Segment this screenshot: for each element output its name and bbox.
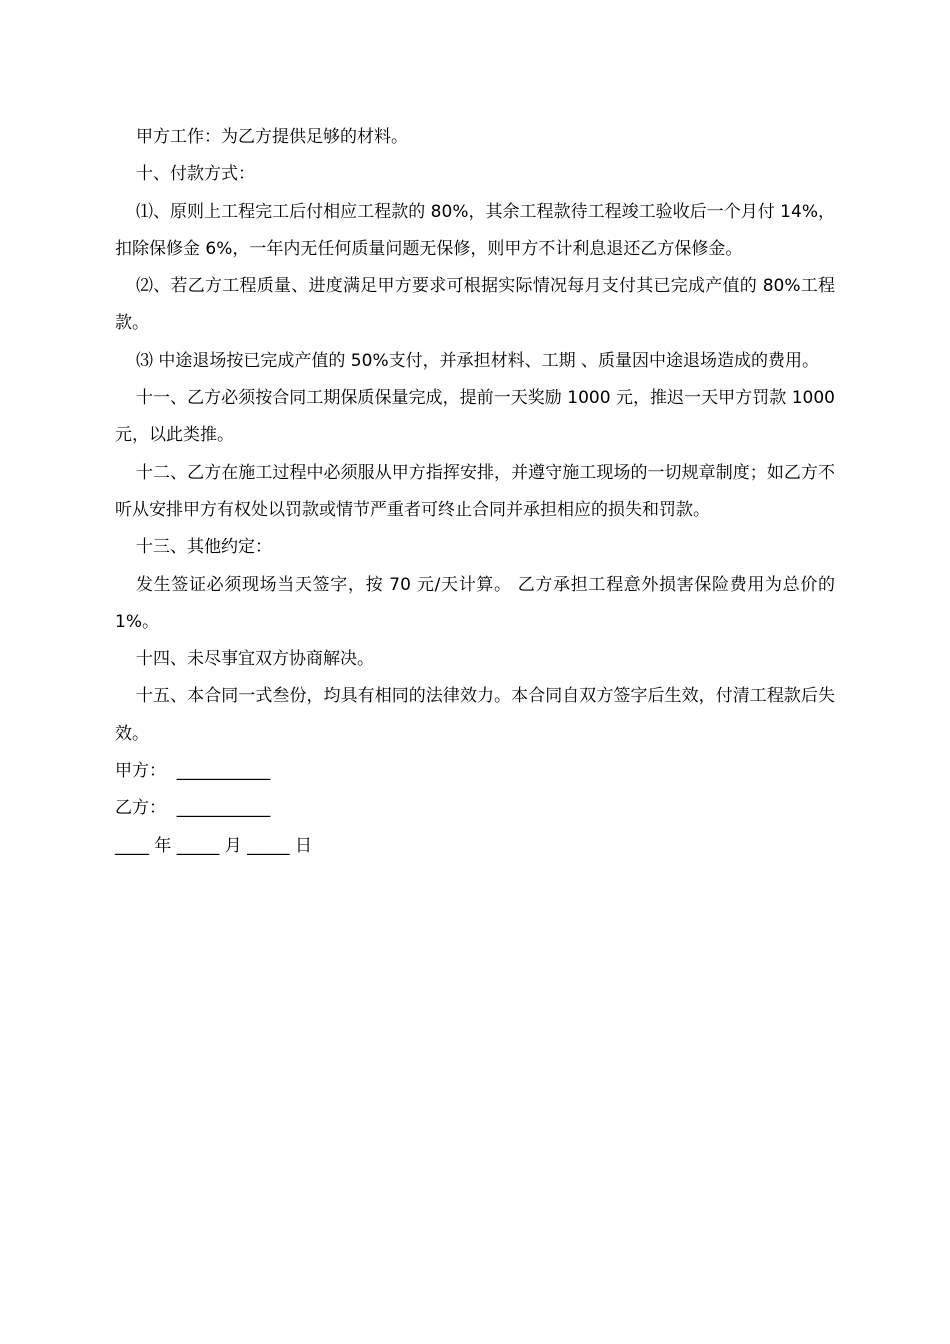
payment-clause-3: ⑶ 中途退场按已完成产值的 50%支付，并承担材料、工期 、质量因中途退场造成的费用。 [136,350,819,371]
party-a-signature-line: 甲方： ___________ [115,761,271,782]
date-line: ____ 年 _____ 月 _____ 日 [115,835,313,856]
party-a-duty: 甲方工作：为乙方提供足够的材料。 [136,127,408,147]
section-14: 十四、未尽事宜双方协商解决。 [136,649,374,670]
contract-body [115,119,835,865]
payment-clause-1: ⑴、原则上工程完工后付相应工程款的 80%，其余工程款待工程竣工验收后一个月付 14%，扣除保修金 6%，一年内无任何质量问题无保修，则甲方不计利息退还乙方保修金。 [115,201,835,259]
section-10-heading: 十、付款方式： [136,164,255,185]
section-13-heading: 十三、其他约定： [136,537,272,558]
payment-clause-2: ⑵、若乙方工程质量、进度满足甲方要求可根据实际情况每月支付其已完成产值的 80%工程款。 [115,276,835,334]
section-13-content: 发生签证必须现场当天签字，按 70 元/天计算。 乙方承担工程意外损害保险费用为总价的 1%。 [115,574,835,632]
section-11: 十一、乙方必须按合同工期保质保量完成，提前一天奖励 1000 元，推迟一天甲方罚款 1000 元，以此类推。 [115,388,835,446]
section-15: 十五、本合同一式叁份，均具有相同的法律效力。本合同自双方签字后生效，付清工程款后失效。 [115,686,835,744]
party-b-signature-line: 乙方： ___________ [115,798,271,819]
section-12: 十二、乙方在施工过程中必须服从甲方指挥安排，并遵守施工现场的一切规章制度；如乙方不听从安排甲方有权处以罚款或情节严重者可终止合同并承担相应的损失和罚款。 [115,462,835,520]
